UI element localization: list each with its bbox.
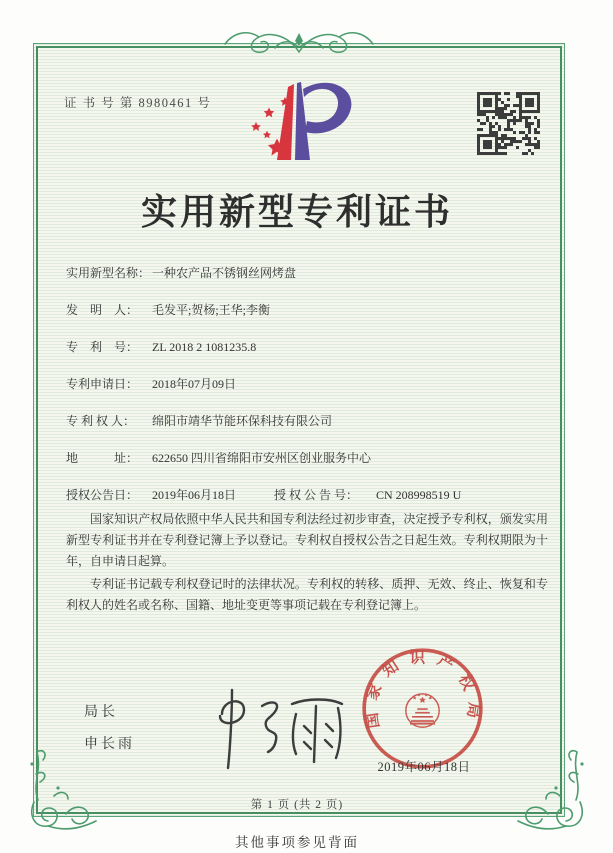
field-value: 一种农产品不锈钢丝网烤盘 [152,266,297,280]
director-name: 申长雨 [84,737,135,752]
page-indicator: 第 1 页 (共 2 页) [250,799,344,811]
field-value: 2018年07月09日 [152,377,237,391]
field-row-filing-date [66,375,552,392]
corner-flourish-right-icon [506,742,590,834]
field-value: 绵阳市靖华节能环保科技有限公司 [152,414,333,428]
field-label: 实用新型名称： [66,266,151,280]
corner-flourish-left-icon [24,742,108,834]
field-value: 2019年06月18日 [152,488,237,502]
field-label: 专利申请日： [66,377,139,391]
field-label: 专 利 号： [66,340,139,354]
grant-number-value: CN 208998519 U [376,488,462,502]
field-value: ZL 2018 2 1081235.8 [152,340,257,354]
field-row-patent-no [66,338,552,355]
qr-code [477,92,540,155]
field-label: 专 利 权 人： [66,414,136,428]
footer-note: 其他事项参见背面 [235,835,359,850]
body-paragraph-2: 专利证书记载专利权登记时的法律状况。专利权的转移、质押、无效、终止、恢复和专利权人的姓名或名称、国籍、地址变更等事项记载在专利登记簿上。 [66,577,548,612]
cnipa-logo-icon [243,74,368,170]
field-value: 毛发平;贺杨;王华;李衡 [152,303,271,317]
field-row-inventors [66,301,552,318]
official-seal-icon [360,646,485,771]
field-row-address [66,449,552,466]
field-label: 发 明 人： [66,303,139,317]
field-label: 地 址： [66,451,139,465]
field-label: 授权公告日： [66,488,139,502]
seal-date: 2019年06月18日 [377,760,471,774]
seal-ring-text: 国家知识产权局 [362,649,483,730]
field-row-grant [66,486,552,503]
director-signature-icon [192,680,352,775]
legal-text [66,509,548,616]
top-ornament-icon [219,26,379,60]
field-value: 622650 四川省绵阳市安州区创业服务中心 [152,451,372,465]
body-paragraph-1: 国家知识产权局依照中华人民共和国专利法经过初步审查，决定授予专利权，颁发实用新型专利证书并在专利登记簿上予以登记。专利权自授权公告之日起生效。专利权期限为十年，自申请日起算。 [66,512,548,568]
field-row-patentee [66,412,552,429]
grant-number-label: 授 权 公 告 号： [274,488,359,502]
director-title: 局长 [84,705,118,720]
field-row-name [66,264,552,281]
certificate-title: 实用新型专利证书 [140,192,453,232]
certificate-number: 证 书 号 第 8980461 号 [64,96,212,110]
